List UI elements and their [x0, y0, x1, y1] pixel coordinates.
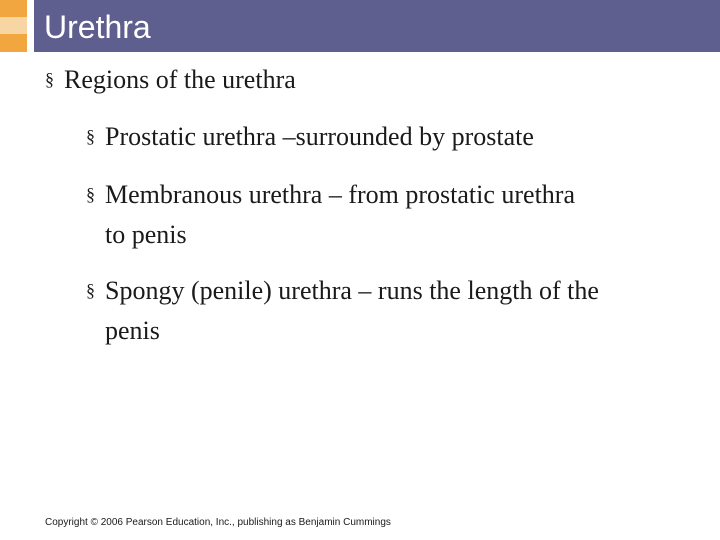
bullet-text: Regions of the urethra: [64, 65, 296, 94]
bullet-text: Membranous urethra – from prostatic urethra to penis: [105, 180, 576, 249]
slide-title: Urethra: [44, 9, 151, 45]
accent-block-middle: [0, 17, 27, 34]
accent-block-bottom: [0, 34, 27, 52]
bullet-text: Prostatic urethra –surrounded by prostate: [105, 122, 534, 151]
copyright-footer: Copyright © 2006 Pearson Education, Inc., publishing as Benjamin Cummings: [45, 517, 391, 528]
bullet-marker: §: [86, 184, 95, 204]
accent-block-top: [0, 0, 27, 17]
bullet-marker: §: [45, 69, 54, 89]
bullet-text: Spongy (penile) urethra – runs the length of the penis: [105, 276, 599, 345]
bullet-marker: §: [86, 280, 95, 300]
bullet-marker: §: [86, 126, 95, 146]
